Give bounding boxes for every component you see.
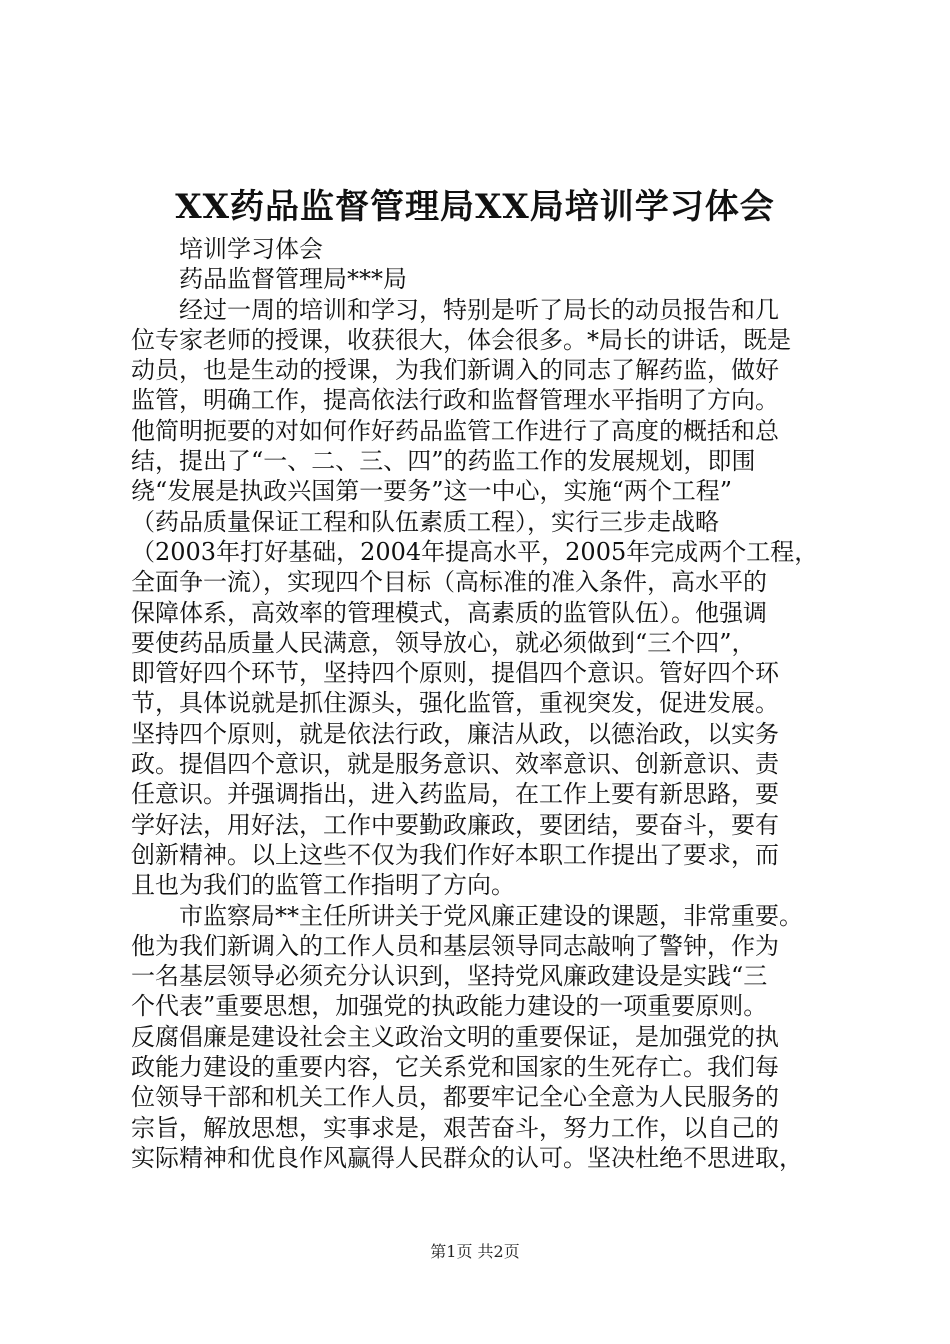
paragraph-2-line: 宗旨，解放思想，实事求是，艰苦奋斗，努力工作，以自己的 (131, 1113, 779, 1142)
paragraph-2-line: 他为我们新调入的工作人员和基层领导同志敲响了警钟，作为 (131, 931, 779, 960)
paragraph-2-line: 个代表”重要思想，加强党的执政能力建设的一项重要原则。 (131, 992, 768, 1021)
paragraph-1-line: 政。提倡四个意识，就是服务意识、效率意识、创新意识、责 (131, 750, 779, 779)
paragraph-1-line: 经过一周的培训和学习，特别是听了局长的动员报告和几 (179, 295, 779, 324)
paragraph-1-line: 绕“发展是执政兴国第一要务”这一中心，实施“两个工程” (131, 477, 733, 506)
paragraph-1-line: 动员，也是生动的授课，为我们新调入的同志了解药监，做好 (131, 356, 779, 385)
paragraph-1-line: 结，提出了“一、二、三、四”的药监工作的发展规划，即围 (131, 447, 756, 476)
paragraph-1-line: 坚持四个原则，就是依法行政，廉洁从政，以德治政，以实务 (131, 719, 779, 748)
paragraph-1-line: 保障体系，高效率的管理模式，高素质的监管队伍）。他强调 (131, 598, 767, 627)
paragraph-1-line: 全面争一流），实现四个目标（高标准的准入条件，高水平的 (131, 568, 767, 597)
paragraph-1-line: 学好法，用好法，工作中要勤政廉政，要团结，要奋斗，要有 (131, 810, 779, 839)
paragraph-1-line: （2003年打好基础，2004年提高水平，2005年完成两个工程， (131, 537, 819, 566)
paragraph-1-line: 即管好四个环节，坚持四个原则，提倡四个意识。管好四个环 (131, 659, 779, 688)
page-number-footer: 第1页 共2页 (430, 1242, 520, 1261)
paragraph-1-line: 要使药品质量人民满意，领导放心，就必须做到“三个四”， (131, 628, 756, 657)
paragraph-2-line: 政能力建设的重要内容，它关系党和国家的生死存亡。我们每 (131, 1053, 779, 1082)
paragraph-1-line: （药品质量保证工程和队伍素质工程），实行三步走战略 (131, 507, 719, 536)
paragraph-1-line: 创新精神。以上这些不仅为我们作好本职工作提出了要求，而 (131, 840, 779, 869)
author-line: 药品监督管理局***局 (179, 265, 407, 294)
subtitle-line: 培训学习体会 (179, 235, 323, 263)
paragraph-1-line: 任意识。并强调指出，进入药监局，在工作上要有新思路，要 (131, 780, 779, 809)
document-title: XX药品监督管理局XX局培训学习体会 (175, 187, 775, 227)
paragraph-2-line: 实际精神和优良作风赢得人民群众的认可。坚决杜绝不思进取， (131, 1143, 803, 1172)
paragraph-2-line: 市监察局**主任所讲关于党风廉正建设的课题，非常重要。 (179, 901, 803, 930)
document-body (131, 234, 831, 1173)
paragraph-1-line: 且也为我们的监管工作指明了方向。 (131, 871, 515, 900)
paragraph-2-line: 一名基层领导必须充分认识到，坚持党风廉政建设是实践“三 (131, 962, 768, 991)
paragraph-1-line: 节，具体说就是抓住源头，强化监管，重视突发，促进发展。 (131, 689, 779, 718)
paragraph-2-line: 位领导干部和机关工作人员，都要牢记全心全意为人民服务的 (131, 1083, 779, 1112)
paragraph-1-line: 他简明扼要的对如何作好药品监管工作进行了高度的概括和总 (131, 416, 779, 445)
paragraph-1-line: 位专家老师的授课，收获很大，体会很多。*局长的讲话，既是 (131, 325, 791, 354)
paragraph-1-line: 监管，明确工作，提高依法行政和监督管理水平指明了方向。 (131, 386, 779, 415)
paragraph-2-line: 反腐倡廉是建设社会主义政治文明的重要保证，是加强党的执 (131, 1022, 779, 1051)
